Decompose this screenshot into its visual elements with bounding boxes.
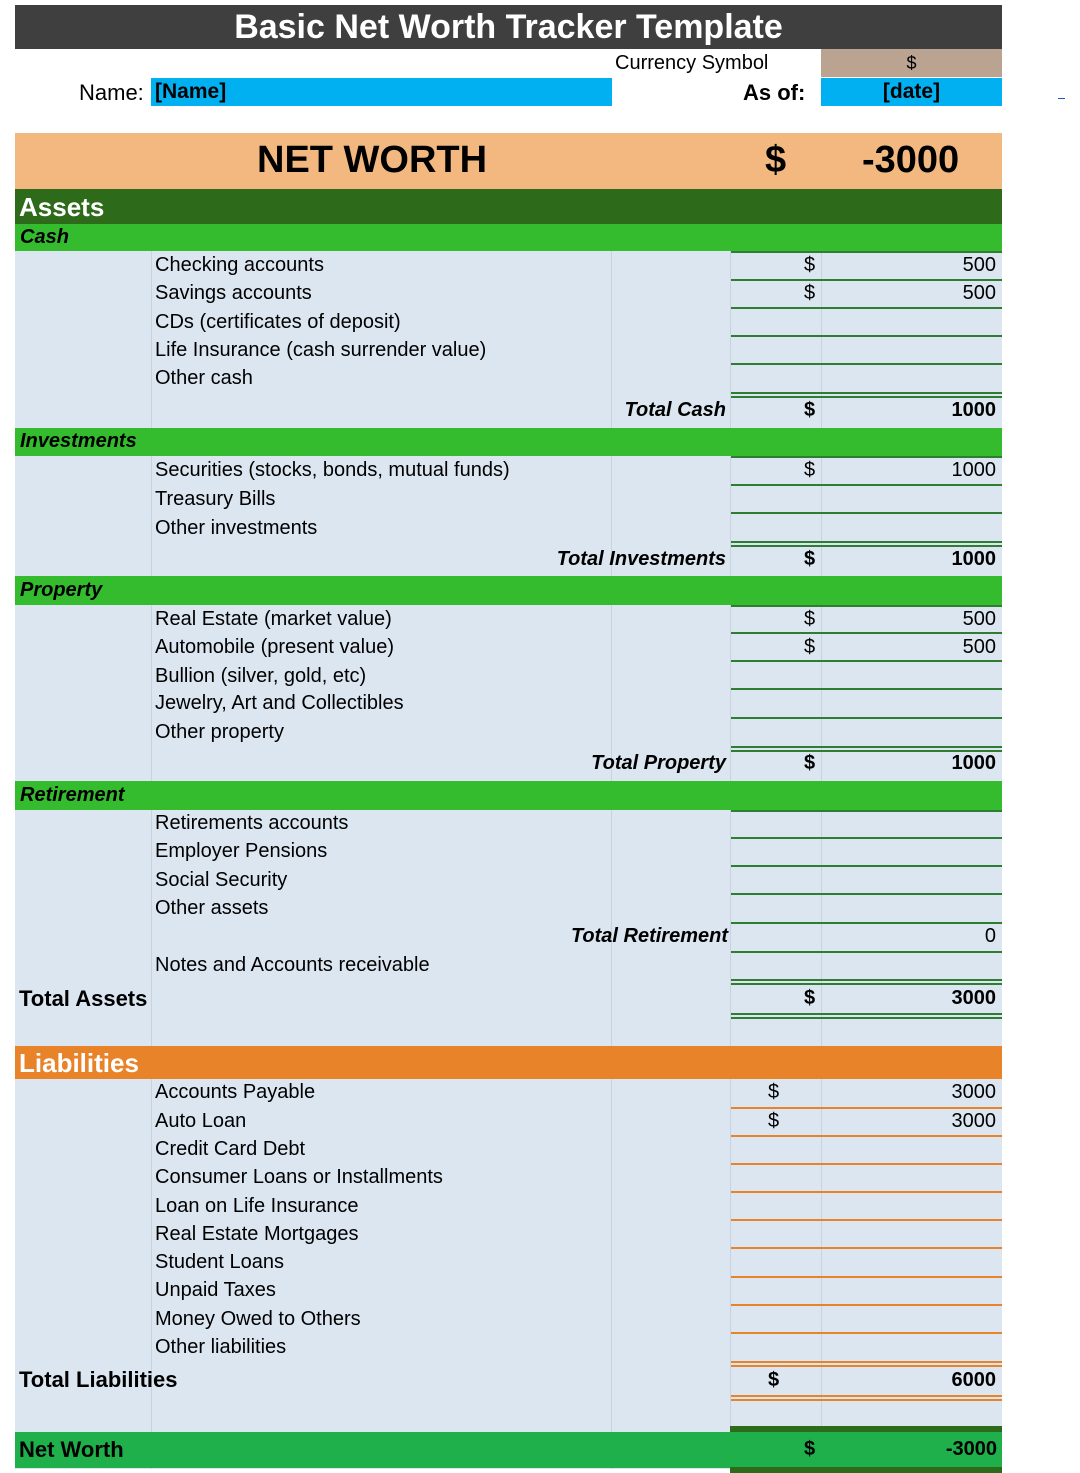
cell-border	[731, 1107, 1002, 1109]
property-item-value[interactable]: 500	[962, 636, 996, 658]
cell-border	[731, 1361, 1002, 1363]
cash-item-label: Savings accounts	[155, 282, 312, 304]
property-item-currency: $	[804, 608, 816, 630]
cell-border	[731, 1304, 1002, 1306]
cash-item-label: CDs (certificates of deposit)	[155, 311, 401, 333]
cell-border	[731, 1399, 1002, 1401]
cell-border	[731, 746, 1002, 748]
cash-header	[15, 224, 1002, 251]
total-assets-value: 3000	[951, 987, 996, 1009]
name-field[interactable]: [Name]	[151, 78, 612, 106]
net-worth-heading: NET WORTH	[257, 139, 488, 181]
cash-item-label: Checking accounts	[155, 254, 324, 276]
cell-border	[731, 541, 1002, 543]
grid-col-line	[151, 189, 152, 1469]
net-worth-currency: $	[765, 139, 787, 181]
cell-border	[731, 392, 1002, 394]
liability-item-label: Other liabilities	[155, 1336, 287, 1358]
cell-border	[731, 1219, 1002, 1221]
total-retirement-label: Total Retirement	[570, 925, 728, 947]
liability-item-label: Credit Card Debt	[155, 1138, 306, 1160]
liability-item-label: Loan on Life Insurance	[155, 1195, 359, 1217]
liability-item-value[interactable]: 3000	[951, 1081, 996, 1103]
cell-border	[731, 545, 1002, 547]
cell-border	[731, 1191, 1002, 1193]
cell-border	[731, 396, 1002, 398]
cell-border	[731, 456, 1002, 458]
investment-item-label: Other investments	[155, 517, 318, 539]
liability-item-currency: $	[768, 1081, 780, 1103]
as-of-label: As of:	[743, 80, 806, 105]
net-worth-footer-label: Net Worth	[19, 1437, 124, 1462]
property-item-label: Automobile (present value)	[155, 636, 395, 658]
net-worth-summary	[15, 133, 1002, 189]
net-worth-footer-currency: $	[804, 1438, 816, 1460]
property-header	[15, 576, 1002, 605]
cell-border	[731, 605, 1002, 607]
liability-item-label: Student Loans	[155, 1251, 284, 1273]
cell-border	[731, 1135, 1002, 1137]
assets-heading: Assets	[19, 192, 105, 222]
liabilities-heading: Liabilities	[19, 1048, 139, 1078]
cell-border	[731, 363, 1002, 365]
total-investments-value: 1000	[951, 548, 996, 570]
total-investments-currency: $	[804, 548, 816, 570]
total-liabilities-currency: $	[768, 1369, 780, 1391]
net-worth-footer	[15, 1432, 1002, 1468]
retirement-item-label: Employer Pensions	[155, 840, 328, 862]
cell-border	[731, 1276, 1002, 1278]
cash-item-currency: $	[804, 254, 816, 276]
date-field[interactable]: [date]	[821, 78, 1002, 106]
total-assets-currency: $	[804, 987, 816, 1009]
investment-item-label: Securities (stocks, bonds, mutual funds)	[155, 459, 510, 481]
cash-item-label: Life Insurance (cash surrender value)	[155, 339, 487, 361]
retirement-header	[15, 781, 1002, 810]
cell-border	[731, 279, 1002, 281]
liability-item-label: Unpaid Taxes	[155, 1279, 276, 1301]
cell-border	[731, 688, 1002, 690]
assets-header	[15, 189, 1002, 224]
liability-item-label: Real Estate Mortgages	[155, 1223, 359, 1245]
liability-item-value[interactable]: 3000	[951, 1110, 996, 1132]
cell-border	[731, 810, 1002, 812]
cell-border	[731, 951, 1002, 953]
cash-item-value[interactable]: 500	[962, 282, 996, 304]
total-cash-label: Total Cash	[624, 399, 726, 421]
total-assets-label: Total Assets	[19, 986, 148, 1011]
total-investments-label: Total Investments	[556, 548, 726, 570]
cell-border	[731, 1013, 1002, 1015]
cell-border	[731, 1163, 1002, 1165]
investment-item-currency: $	[804, 459, 816, 481]
total-retirement-value: 0	[984, 925, 996, 947]
total-property-label: Total Property	[591, 752, 726, 774]
cell-border	[731, 660, 1002, 662]
cell-border	[731, 1332, 1002, 1334]
net-worth-footer-value: -3000	[945, 1438, 997, 1460]
cash-item-label: Other cash	[155, 367, 253, 389]
liability-item-label: Auto Loan	[155, 1110, 247, 1132]
grid-col-line	[611, 189, 612, 1469]
property-item-label: Jewelry, Art and Collectibles	[155, 692, 404, 714]
property-item-label: Real Estate (market value)	[155, 608, 392, 630]
cell-border	[731, 1365, 1002, 1367]
total-cash-value: 1000	[951, 399, 996, 421]
cell-border	[731, 983, 1002, 985]
cell-border	[731, 837, 1002, 839]
liability-item-currency: $	[768, 1110, 780, 1132]
investment-item-label: Treasury Bills	[155, 488, 276, 510]
liability-item-label: Money Owed to Others	[155, 1308, 361, 1330]
cell-border	[731, 251, 1002, 253]
investments-heading: Investments	[20, 430, 137, 452]
net-worth-value: -3000	[862, 139, 960, 181]
currency-symbol-label: Currency Symbol	[615, 52, 769, 74]
cash-item-currency: $	[804, 282, 816, 304]
liabilities-header	[15, 1046, 1002, 1079]
investment-item-value[interactable]: 1000	[951, 459, 996, 481]
cell-border	[731, 1017, 1002, 1019]
property-item-value[interactable]: 500	[962, 608, 996, 630]
cell-border	[731, 1395, 1002, 1397]
liability-item-label: Accounts Payable	[155, 1081, 316, 1103]
cell-border	[731, 512, 1002, 514]
cell-border	[731, 922, 1002, 924]
total-liabilities-value: 6000	[951, 1369, 996, 1391]
investments-header	[15, 428, 1002, 456]
cell-border	[731, 893, 1002, 895]
retirement-item-label: Other assets	[155, 897, 269, 919]
name-label: Name:	[79, 80, 144, 105]
total-property-value: 1000	[951, 752, 996, 774]
stray-mark	[1058, 98, 1065, 99]
retirement-heading: Retirement	[20, 784, 125, 806]
property-heading: Property	[20, 579, 103, 601]
total-liabilities-label: Total Liabilities	[19, 1367, 178, 1392]
total-cash-currency: $	[804, 399, 816, 421]
property-item-currency: $	[804, 636, 816, 658]
currency-symbol-field[interactable]: $	[821, 49, 1002, 77]
cash-item-value[interactable]: 500	[962, 254, 996, 276]
cell-border	[731, 484, 1002, 486]
cell-border	[731, 865, 1002, 867]
retirement-item-label: Retirements accounts	[155, 812, 349, 834]
total-property-currency: $	[804, 752, 816, 774]
property-item-label: Other property	[155, 721, 284, 743]
cell-border	[731, 717, 1002, 719]
liability-item-label: Consumer Loans or Installments	[155, 1166, 443, 1188]
footer-bottom-rule	[730, 1467, 1002, 1473]
property-item-label: Bullion (silver, gold, etc)	[155, 665, 367, 687]
notes-receivable-label: Notes and Accounts receivable	[155, 954, 430, 976]
sheet-title: Basic Net Worth Tracker Template	[15, 5, 1002, 49]
cash-heading: Cash	[20, 226, 69, 248]
cell-border	[731, 632, 1002, 634]
cell-border	[731, 335, 1002, 337]
cell-border	[731, 979, 1002, 981]
retirement-item-label: Social Security	[155, 869, 288, 891]
cell-border	[731, 1247, 1002, 1249]
cell-border	[731, 307, 1002, 309]
